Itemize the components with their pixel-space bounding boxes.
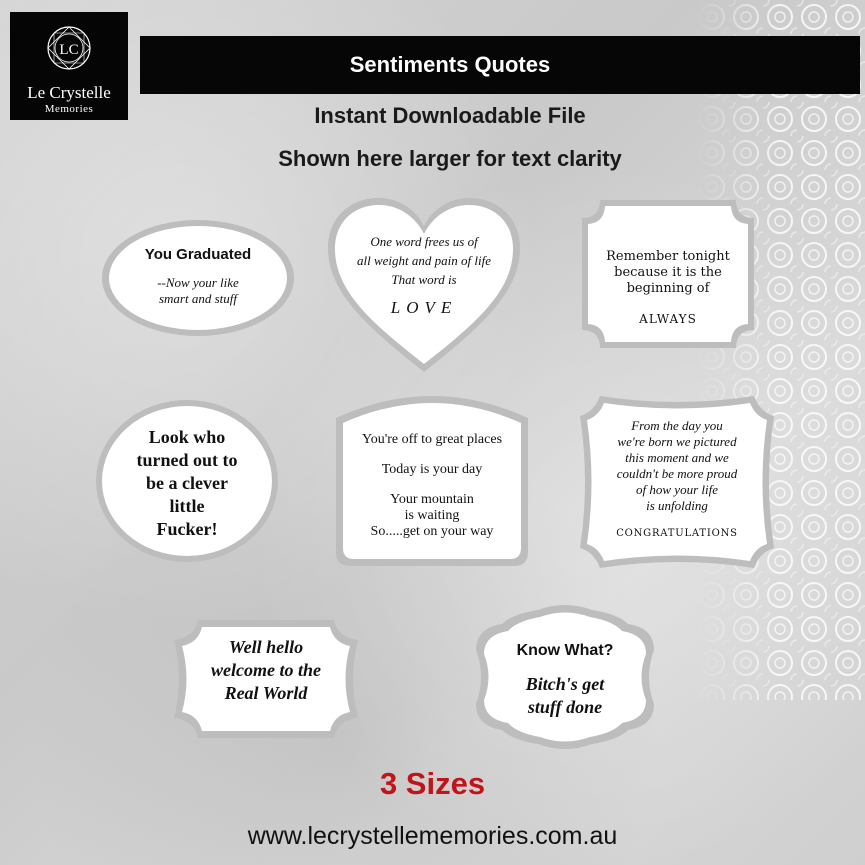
sizes-label: 3 Sizes (379, 766, 486, 801)
sticker-line: Know What? (516, 642, 614, 659)
title-banner (140, 36, 860, 94)
sticker-look-who (94, 398, 280, 564)
sticker-line: Remember tonight (606, 249, 730, 264)
logo-name: Le Crystelle (27, 83, 111, 102)
sticker-remember-tonight (580, 198, 756, 350)
sticker-line: That word is (391, 272, 457, 287)
sticker-well-hello (168, 618, 364, 740)
sticker-line: we're born we pictured (617, 434, 737, 449)
sticker-line: Well hello (228, 637, 304, 657)
sticker-congratulations (578, 394, 776, 570)
sticker-line: because it is the (614, 265, 722, 280)
sticker-line: is waiting (404, 508, 460, 523)
sticker-line-love: LOVE (390, 298, 458, 317)
sticker-line: --Now your like (157, 275, 239, 290)
sticker-line: Fucker! (156, 519, 218, 539)
sticker-line: welcome to the (211, 660, 321, 680)
sticker-line: Bitch's get (525, 674, 605, 694)
sticker-line: all weight and pain of life (357, 253, 491, 268)
sticker-line: Today is your day (381, 462, 483, 477)
sticker-line: So.....get on your way (370, 524, 494, 539)
website-url: www.lecrystellememories.com.au (247, 822, 618, 850)
sticker-know-what (468, 604, 662, 750)
sticker-you-graduated (100, 218, 296, 338)
sticker-line: of how your life (636, 482, 718, 497)
logo-monogram: LC (59, 42, 79, 58)
sticker-line: couldn't be more proud (616, 466, 738, 481)
sticker-line: stuff done (527, 697, 603, 717)
subtitle-download: Instant Downloadable File (314, 103, 586, 128)
logo-subname: Memories (44, 103, 94, 115)
sticker-line: is unfolding (646, 498, 708, 513)
sticker-line: smart and stuff (158, 291, 237, 306)
sticker-line: this moment and we (625, 450, 729, 465)
sticker-line: ALWAYS (639, 312, 697, 326)
brand-logo (10, 12, 128, 120)
sticker-line: Real World (224, 683, 308, 703)
sticker-line: You're off to great places (361, 432, 503, 447)
sticker-line: One word frees us of (370, 234, 478, 249)
sticker-love-heart (326, 196, 522, 376)
sticker-line: little (169, 496, 205, 516)
sticker-line: beginning of (626, 281, 710, 296)
sticker-line: be a clever (146, 473, 228, 493)
sticker-great-places (334, 388, 530, 568)
sticker-line: turned out to (136, 450, 238, 470)
sticker-line: You Graduated (144, 246, 252, 263)
sticker-line: Look who (148, 427, 226, 447)
crystal-monogram-icon (45, 24, 93, 78)
subtitle-clarity: Shown here larger for text clarity (278, 146, 622, 171)
sticker-line: CONGRATULATIONS (616, 528, 738, 539)
banner-title: Sentiments Quotes (349, 52, 551, 77)
sticker-line: Your mountain (390, 492, 474, 507)
sticker-line: From the day you (631, 418, 723, 433)
